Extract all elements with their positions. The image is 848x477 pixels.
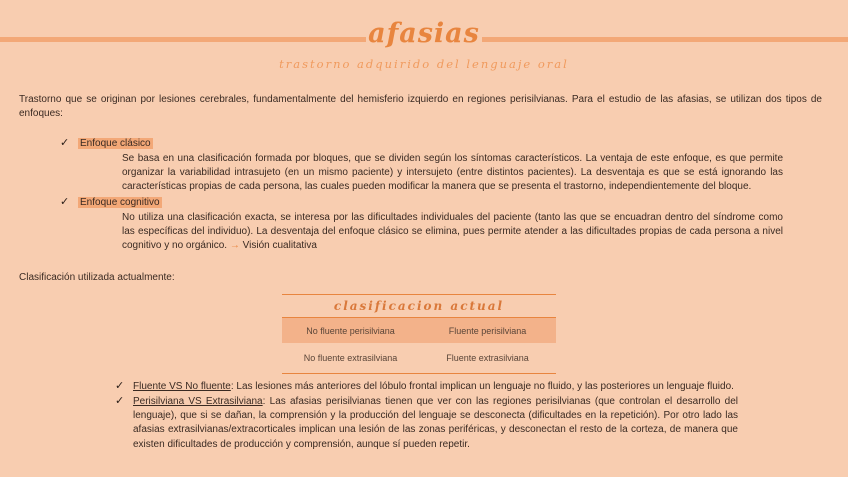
table-cell: Fluente perisilviana bbox=[419, 318, 556, 344]
note-text: : Las afasias perisilvianas tienen que ver con las regiones perisilvianas (que controlan el desarrollo del lenguaje), que si se dañan, la comprensión y la producción del lenguaje se desconecta (dificultades en la repetición). Por otro lado las afasias extrasilvianas/extracorticales implican una lesión de las zonas periféricas, y desconectan el resto de la corteza, de manera que existen dificultades de producción y comprensión, aunque sí pueden repetir. bbox=[133, 396, 738, 450]
approach-label-cognitive: Enfoque cognitivo bbox=[80, 197, 160, 208]
note-silvian bbox=[133, 395, 738, 452]
classification-intro: Clasificación utilizada actualmente: bbox=[19, 272, 175, 283]
note-text: : Las lesiones más anteriores del lóbulo frontal implican un lenguaje no fluido, y las posteriores un lenguaje fluido. bbox=[230, 381, 734, 392]
approach-label-wrap bbox=[78, 196, 162, 210]
check-icon: ✓ bbox=[60, 137, 70, 149]
approach-text-cognitive-tail: Visión cualitativa bbox=[242, 240, 317, 252]
table-cell: No fluente perisilviana bbox=[282, 318, 419, 344]
table-cell: Fluente extrasilviana bbox=[419, 343, 556, 374]
check-icon: ✓ bbox=[115, 380, 125, 392]
page-title: afasias bbox=[368, 18, 480, 49]
note-fluency bbox=[133, 380, 738, 394]
table-row bbox=[282, 318, 556, 344]
approach-text-classic: Se basa en una clasificación formada por bloques, que se dividen según los síntomas característicos. La ventaja de este enfoque, es que permite organizar la variabilidad intrasujeto (en un mismo paciente) y intersujeto (entre distintos pacientes). La desventaja es que se está ignorando las características propias de cada persona, las cuales pueden modificar la manera que se presenta el trastorno, independientemente del bloque. bbox=[122, 153, 783, 193]
table-row bbox=[282, 343, 556, 374]
approach-label-classic: Enfoque clásico bbox=[80, 138, 151, 149]
note-term: Fluente VS No fluente bbox=[133, 381, 231, 392]
table-title: clasificacion actual bbox=[282, 295, 556, 318]
check-icon: ✓ bbox=[115, 395, 125, 407]
approach-label-wrap bbox=[78, 137, 153, 151]
note-term: Perisilviana VS Extrasilviana bbox=[133, 396, 263, 407]
intro-paragraph: Trastorno que se originan por lesiones cerebrales, fundamentalmente del hemisferio izquierdo en regiones perisilvianas. Para el estudio de las afasias, se utilizan dos tipos de enfoques: bbox=[19, 94, 822, 119]
table-cell: No fluente extrasilviana bbox=[282, 343, 419, 374]
approach-text-cognitive-body: No utiliza una clasificación exacta, se interesa por las dificultades individuales del paciente (tanto las que se encuadran dentro del síndrome como las específicas del individuo). La desventaja del enfoque clásico se elimina, pues permite atender a las dificultades propias de cada persona a nivel cognitivo y no orgánico. bbox=[122, 212, 783, 252]
check-icon: ✓ bbox=[60, 196, 70, 208]
page-subtitle: trastorno adquirido del lenguaje oral bbox=[279, 57, 569, 71]
arrow-icon: → bbox=[229, 240, 240, 252]
classification-table bbox=[282, 294, 556, 374]
approach-text-cognitive bbox=[122, 211, 783, 254]
